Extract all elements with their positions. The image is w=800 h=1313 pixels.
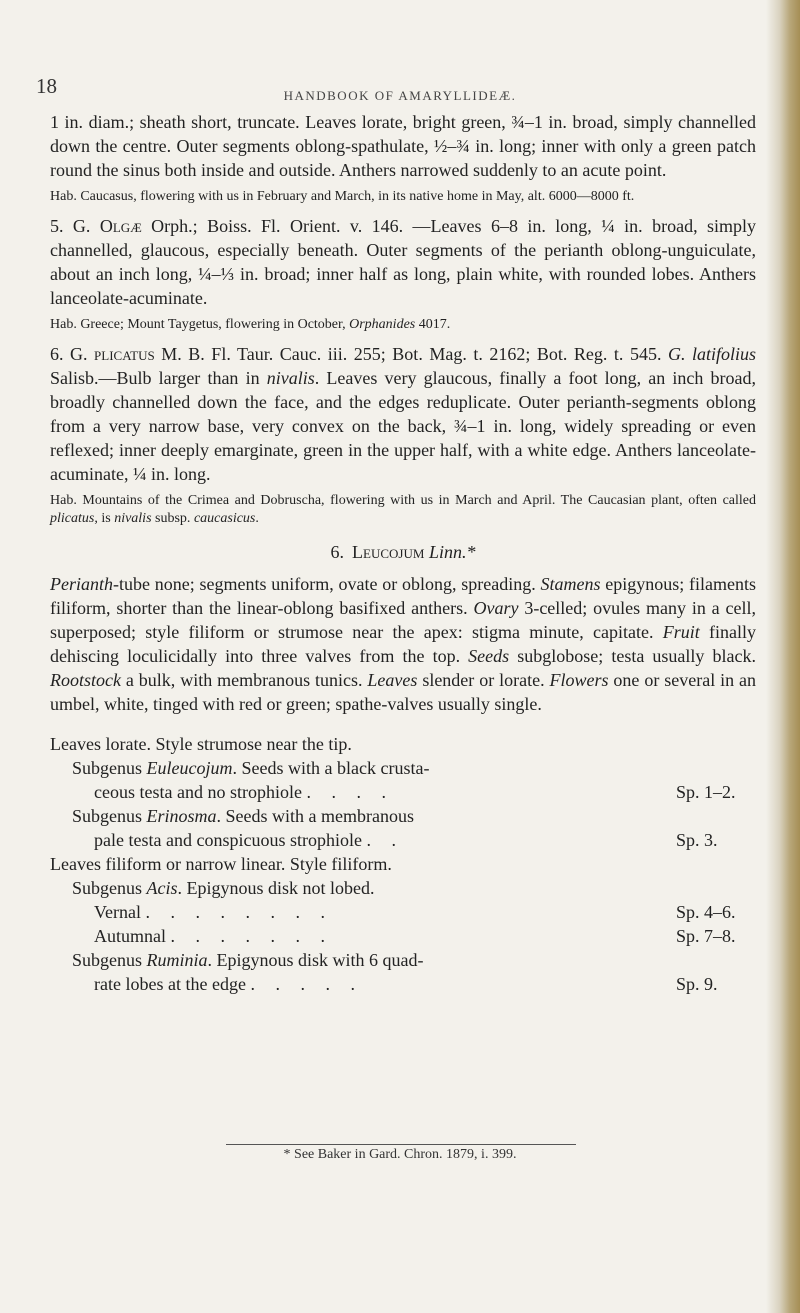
species-6-name: plicatus <box>94 344 155 364</box>
species-6-habitat: Hab. Mountains of the Crimea and Dobruscha, flowering with us in March and April. The Caucasian plant, often called plicatus, is nivalis subsp. caucasicus. <box>50 493 756 526</box>
key-row: rate lobes at the edge . . . . . Sp. 9. <box>94 974 718 994</box>
genus-description: Perianth-tube none; segments uniform, ovate or oblong, spreading. Stamens epigynous; filaments filiform, shorter than the linear-oblong basifixed anthers. Ovary 3-celled; ovules many in a cell, superposed; style filiform or strumose near the apex: stigma minute, capitate. Fruit finally dehiscing loculicidally into three valves from the top. Seeds subglobose; testa usually black. Rootstock a bulk, with membranous tunics. Leaves slender or lorate. Flowers one or several in an umbel, white, tinged with red or green; spathe-valves usually single. <box>50 574 757 714</box>
key-row: Subgenus Euleucojum. Seeds with a black crusta- <box>72 758 430 778</box>
footnote-rule <box>226 1144 576 1145</box>
key-row: Autumnal . . . . . . . Sp. 7–8. <box>94 926 736 946</box>
intro-habitat: Hab. Caucasus, flowering with us in February and March, in its native home in May, alt. 6000—8000 ft. <box>50 189 635 204</box>
intro-paragraph: 1 in. diam.; sheath short, truncate. Leaves lorate, bright green, ¾–1 in. broad, simply channelled down the centre. Outer segments oblong-spathulate, ½–¾ in. long; inner with only a green patch round the sinus both inside and outside. Anthers narrowed suddenly to an acute point. <box>50 112 756 180</box>
subgenus-key <box>50 732 756 996</box>
species-5-habitat: Hab. Greece; Mount Taygetus, flowering in October, Orphanides 4017. <box>50 317 451 332</box>
page-number: 18 <box>36 74 57 98</box>
body-text <box>50 110 756 996</box>
key-row: Leaves filiform or narrow linear. Style filiform. <box>50 854 392 874</box>
running-head: HANDBOOK OF AMARYLLIDEÆ. <box>283 88 517 103</box>
footnote: * See Baker in Gard. Chron. 1879, i. 399. <box>283 1147 517 1162</box>
key-row: ceous testa and no strophiole . . . . Sp. 1–2. <box>94 782 736 802</box>
key-row: Subgenus Erinosma. Seeds with a membranous <box>72 806 414 826</box>
genus-heading: 6. Leucojum Linn.* <box>330 542 476 562</box>
key-row: Subgenus Acis. Epigynous disk not lobed. <box>72 878 375 898</box>
species-5-name: Olgæ <box>99 216 142 236</box>
key-row: pale testa and conspicuous strophiole . . Sp. 3. <box>94 830 718 850</box>
key-row: Subgenus Ruminia. Epigynous disk with 6 quad- <box>72 950 424 970</box>
key-row: Leaves lorate. Style strumose near the tip. <box>50 734 352 754</box>
key-row: Vernal . . . . . . . . Sp. 4–6. <box>94 902 736 922</box>
page-edge <box>766 0 800 1313</box>
species-6: 6. G. plicatus M. B. Fl. Taur. Cauc. iii. 255; Bot. Mag. t. 2162; Bot. Reg. t. 545. G. latifolius Salisb.—Bulb larger than in nivalis. Leaves very glaucous, finally a foot long, an inch broad, broadly channelled down the face, and the edges reduplicate. Outer perianth-segments oblong from a very narrow base, very convex on the back, ¾–1 in. long, widely spreading or even reflexed; inner deeply emarginate, green in the upper half, with a white edge. Anthers lanceolate-acuminate, ¼ in. long. <box>50 344 757 484</box>
species-5: 5. G. Olgæ Orph.; Boiss. Fl. Orient. v. 146. —Leaves 6–8 in. long, ¼ in. broad, simply channelled, glaucous, especially beneath. Outer segments of the perianth oblong-unguiculate, about an inch long, ¼–⅓ in. broad; inner half as long, plain white, with rounded lobes. Anthers lanceolate-acuminate. <box>50 216 756 308</box>
